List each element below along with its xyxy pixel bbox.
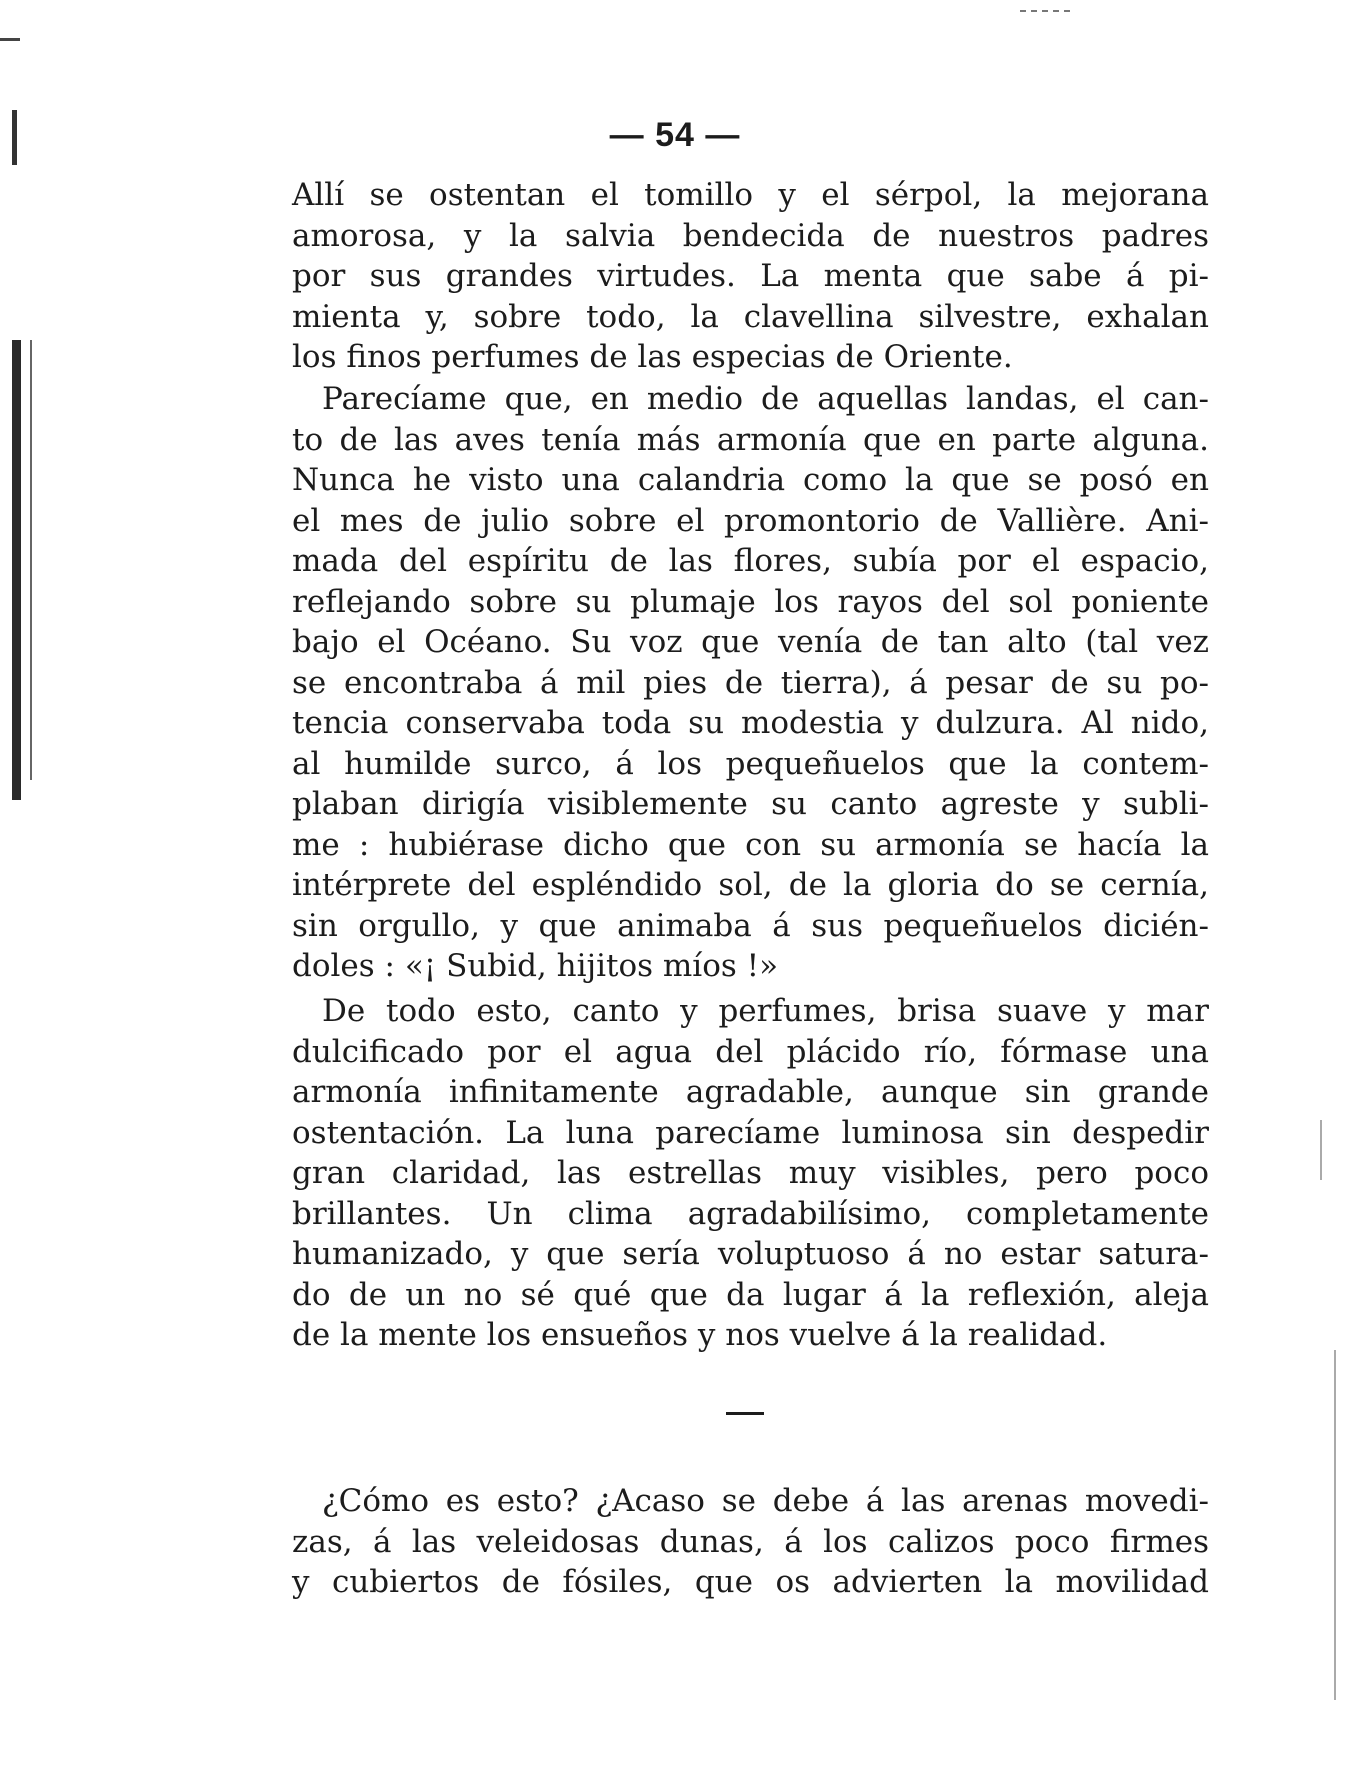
text-line: intérprete del espléndido sol, de la gloria do se cernía, — [292, 867, 1209, 903]
scan-right-edge — [1334, 1350, 1336, 1700]
paragraph — [292, 1481, 1209, 1603]
scan-binding-edge — [30, 340, 32, 780]
text-line: y cubiertos de fósiles, que os advierten la movilidad — [292, 1564, 1209, 1600]
text-line: Parecíame que, en medio de aquellas landas, el can- — [322, 381, 1209, 417]
text-line: por sus grandes virtudes. La menta que sabe á pi- — [292, 258, 1209, 294]
text-line: amorosa, y la salvia bendecida de nuestros padres — [292, 217, 1209, 254]
text-line: reflejando sobre su plumaje los rayos del sol poniente — [292, 583, 1209, 620]
text-line: Allí se ostentan el tomillo y el sérpol, la mejorana — [292, 177, 1209, 213]
text-line: armonía infinitamente agradable, aunque sin grande — [292, 1074, 1209, 1110]
text-line: ostentación. La luna parecíame luminosa sin despedir — [292, 1114, 1209, 1151]
scan-binding-edge — [12, 340, 21, 800]
paragraph — [292, 175, 1209, 378]
text-line: ¿Cómo es esto? ¿Acaso se debe á las arenas movedi- — [322, 1483, 1209, 1519]
text-line: to de las aves tenía más armonía que en parte alguna. — [292, 421, 1209, 458]
text-line: se encontraba á mil pies de tierra), á pesar de su po- — [292, 664, 1209, 701]
text-line: zas, á las veleidosas dunas, á los calizos poco firmes — [292, 1523, 1209, 1560]
text-line: humanizado, y que sería voluptuoso á no estar satura- — [292, 1236, 1209, 1272]
text-line: brillantes. Un clima agradabilísimo, completamente — [292, 1195, 1209, 1232]
text-line: doles : «¡ Subid, hijitos míos !» — [292, 948, 779, 984]
paragraph — [292, 991, 1209, 1356]
text-line: al humilde surco, á los pequeñuelos que la contem- — [292, 745, 1209, 782]
text-line: me : hubiérase dicho que con su armonía se hacía la — [292, 826, 1209, 863]
paragraph — [292, 379, 1209, 987]
scan-top-marks — [1020, 10, 1070, 14]
text-line: el mes de julio sobre el promontorio de Vallière. Ani- — [292, 502, 1209, 539]
section-break-rule — [726, 1412, 764, 1415]
page-number: — 54 — — [609, 116, 741, 154]
text-line: Nunca he visto una calandria como la que se posó en — [292, 462, 1209, 498]
text-line: do de un no sé qué que da lugar á la reflexión, aleja — [292, 1276, 1209, 1313]
text-line: mienta y, sobre todo, la clavellina silvestre, exhalan — [292, 298, 1209, 335]
scan-right-edge — [1320, 1120, 1322, 1180]
text-line: plaban dirigía visiblemente su canto agreste y subli- — [292, 786, 1209, 822]
text-line: de la mente los ensueños y nos vuelve á la realidad. — [292, 1317, 1108, 1353]
text-line: bajo el Océano. Su voz que venía de tan alto (tal vez — [292, 624, 1209, 660]
text-line: los finos perfumes de las especias de Oriente. — [292, 339, 1013, 375]
text-line: dulcificado por el agua del plácido río, fórmase una — [292, 1033, 1209, 1070]
text-line: tencia conservaba toda su modestia y dulzura. Al nido, — [292, 705, 1209, 741]
scan-corner-mark — [0, 38, 20, 41]
text-line: De todo esto, canto y perfumes, brisa suave y mar — [322, 993, 1209, 1029]
text-line: mada del espíritu de las flores, subía por el espacio, — [292, 543, 1209, 579]
text-line: sin orgullo, y que animaba á sus pequeñuelos dicién- — [292, 907, 1209, 944]
text-line: gran claridad, las estrellas muy visibles, pero poco — [292, 1155, 1209, 1191]
